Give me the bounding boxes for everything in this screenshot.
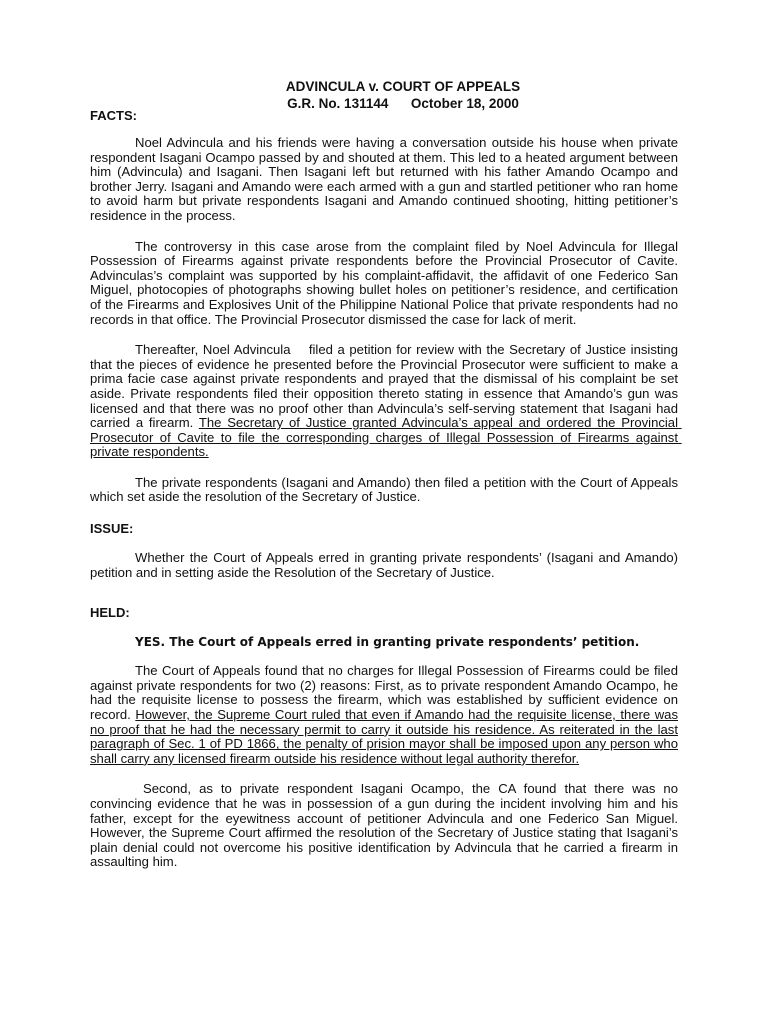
facts-paragraph-4: The private respondents (Isagani and Amando) then filed a petition with the Court of Appeals which set aside the resolution of the Secretary of Justice. bbox=[90, 474, 678, 505]
held-paragraph-2: Second, as to private respondent Isagani Ocampo, the CA found that there was no convincing evidence that he was in possession of a gun during the incident involving him and his father, except for the eyewitness account of petitioner Advincula and one Federico San Miguel. However, the Supreme Court affirmed the resolution of the Secretary of Justice stating that Isagani’s plain denial could not overcome his positive identification by Advincula that he carried a firearm in assaulting him. bbox=[90, 781, 682, 870]
facts-paragraph-3-text: Thereafter, Noel Advincula filed a petition for review with the Secretary of Justice insisting that the pieces of evidence he presented before the Provincial Prosecutor were sufficient to make a prima facie case against private respondents and prayed that the dismissal of his complaint be set aside. Private respondents filed their opposition thereto stating in essence that Amando’s gun was licensed and that there was no proof other than Advincula’s self-serving statement that Isagani had carried a firearm. bbox=[90, 342, 682, 431]
case-number-date: G.R. No. 131144 October 18, 2000 bbox=[287, 96, 519, 111]
held-paragraph-1-underlined: However, the Supreme Court ruled that even if Amando had the requisite license, there was no proof that he had the necessary permit to carry it outside his residence. As reiterated in the last paragraph of Sec. 1 of PD 1866, the penalty of prision mayor shall be imposed upon any person who shall carry any licensed firearm outside his residence without legal authority therefor. bbox=[90, 707, 678, 766]
facts-paragraph-3 bbox=[90, 342, 682, 460]
facts-paragraph-2: The controversy in this case arose from the complaint filed by Noel Advincula for Illegal Possession of Firearms against private respondents before the Provincial Prosecutor of Cavite. Advinculas’s complaint was supported by his complaint-affidavit, the affidavit of one Federico San Miguel, photocopies of photographs showing bullet holes on petitioner’s residence, and certification of the Firearms and Explosives Unit of the Philippine National Police that private respondents had no records in that office. The Provincial Prosecutor dismissed the case for lack of merit. bbox=[90, 238, 678, 327]
held-paragraph-1-text: The Court of Appeals found that no charges for Illegal Possession of Firearms could be filed against private respondents for two (2) reasons: First, as to private respondent Amando Ocampo, he had the requisite license to possess the firearm, which was established by sufficient evidence on record. bbox=[90, 663, 678, 723]
facts-paragraph-3-underlined: The Secretary of Justice granted Advincula’s appeal and ordered the Provincial Prosecutor of Cavite to file the corresponding charges of Illegal Possession of Firearms against private respondents. bbox=[90, 415, 682, 460]
held-heading: HELD: bbox=[90, 605, 130, 621]
held-answer: YES. The Court of Appeals erred in granting private respondents’ petition. bbox=[135, 635, 640, 650]
case-title: ADVINCULA v. COURT OF APPEALS bbox=[285, 79, 521, 94]
facts-heading: FACTS: bbox=[90, 108, 137, 123]
facts-paragraph-1: Noel Advincula and his friends were having a conversation outside his house when private respondent Isagani Ocampo passed by and shouted at them. This led to a heated argument between him (Advincula) and Isagani. Then Isagani left but returned with his father Amando Ocampo and brother Jerry. Isagani and Amando were each armed with a gun and startled petitioner who ran home to avoid harm but private respondents Isagani and Amando continued shooting, hitting petitioner’s residence in the process. bbox=[90, 135, 678, 223]
issue-heading: ISSUE: bbox=[90, 521, 134, 537]
held-paragraph-1 bbox=[90, 664, 678, 766]
document-body bbox=[90, 78, 682, 870]
issue-paragraph: Whether the Court of Appeals erred in granting private respondents’ (Isagani and Amando) petition and in setting aside the Resolution of the Secretary of Justice. bbox=[90, 550, 678, 580]
